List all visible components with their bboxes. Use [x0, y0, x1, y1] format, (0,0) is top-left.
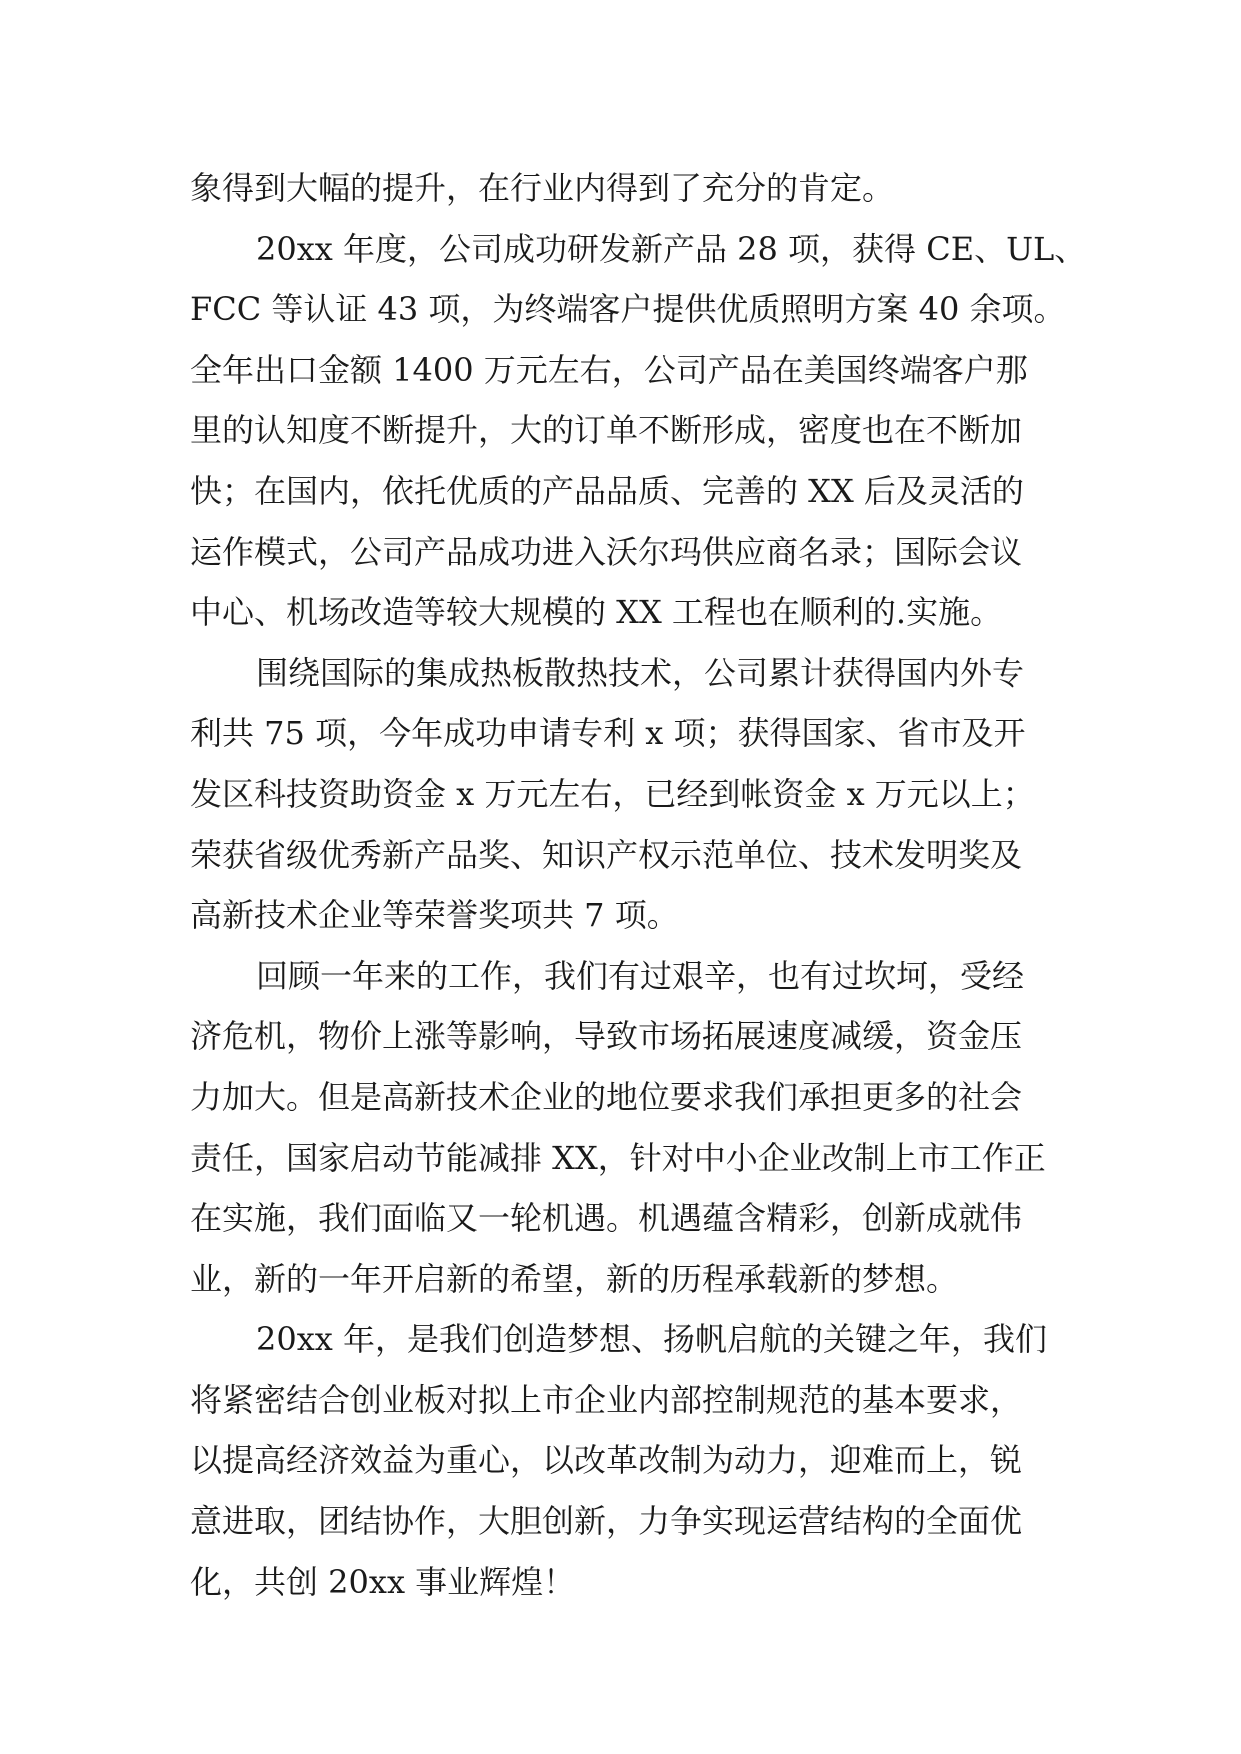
text-line: 将紧密结合创业板对拟上市企业内部控制规范的基本要求，: [190, 1380, 1023, 1419]
text-line: 利共 75 项，今年成功申请专利 x 项；获得国家、省市及开: [190, 714, 1026, 753]
text-line: 发区科技资助资金 x 万元左右，已经到帐资金 x 万元以上；: [190, 774, 1035, 813]
text-line: 济危机，物价上涨等影响，导致市场拓展速度减缓，资金压: [190, 1017, 1023, 1056]
text-line: 围绕国际的集成热板散热技术，公司累计获得国内外专: [256, 653, 1025, 692]
text-line: 中心、机场改造等较大规模的 XX 工程也在顺利的.实施。: [190, 593, 1003, 632]
text-line: 业，新的一年开启新的希望，新的历程承载新的梦想。: [190, 1259, 959, 1298]
text-line: 力加大。但是高新技术企业的地位要求我们承担更多的社会: [190, 1077, 1023, 1116]
text-line: 在实施，我们面临又一轮机遇。机遇蕴含精彩，创新成就伟: [190, 1199, 1023, 1238]
text-line: 意进取，团结协作，大胆创新，力争实现运营结构的全面优: [190, 1502, 1023, 1541]
text-line: 象得到大幅的提升，在行业内得到了充分的肯定。: [190, 169, 895, 207]
text-line: 回顾一年来的工作，我们有过艰辛，也有过坎坷，受经: [256, 956, 1025, 995]
text-line: 责任，国家启动节能减排 XX，针对中小企业改制上市工作正: [190, 1138, 1046, 1177]
text-line: 全年出口金额 1400 万元左右，公司产品在美国终端客户那: [190, 350, 1028, 389]
text-line: 荣获省级优秀新产品奖、知识产权示范单位、技术发明奖及: [190, 835, 1023, 874]
text-line: 化，共创 20xx 事业辉煌！: [190, 1562, 576, 1601]
text-line: 里的认知度不断提升，大的订单不断形成，密度也在不断加: [190, 411, 1023, 450]
text-line: 高新技术企业等荣誉奖项共 7 项。: [190, 896, 679, 935]
text-line: 运作模式，公司产品成功进入沃尔玛供应商名录；国际会议: [190, 532, 1023, 571]
text-line: FCC 等认证 43 项，为终端客户提供优质照明方案 40 余项。: [190, 290, 1066, 329]
text-line: 20xx 年，是我们创造梦想、扬帆启航的关键之年，我们: [256, 1320, 1047, 1359]
text-line: 快；在国内，依托优质的产品品质、完善的 XX 后及灵活的: [190, 471, 1024, 510]
body-text: [190, 158, 1087, 1612]
text-line: 20xx 年度，公司成功研发新产品 28 项，获得 CE、UL、: [256, 229, 1087, 268]
text-line: 以提高经济效益为重心，以改革改制为动力，迎难而上，锐: [190, 1441, 1023, 1480]
